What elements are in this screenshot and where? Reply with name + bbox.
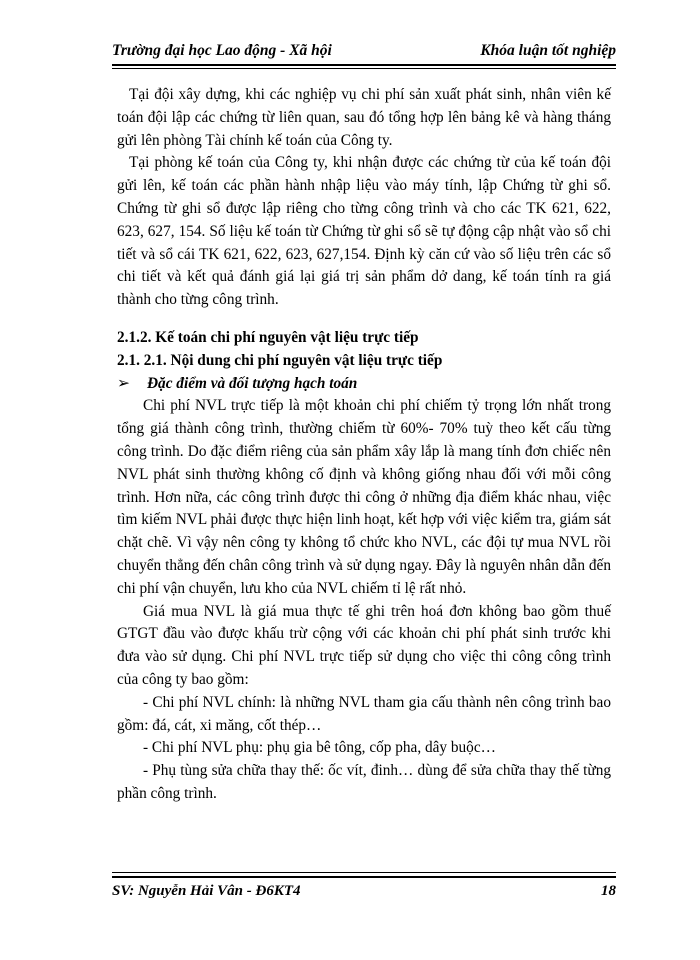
paragraph-team-accounting: Tại đội xây dựng, khi các nghiệp vụ chi phí sản xuất phát sinh, nhân viên kế toán đội lập các chứng từ liên quan, sau đó tổng hợp lên bảng kê và hàng tháng gửi lên phòng Tài chính kế toán của Công ty.	[117, 86, 611, 149]
header-rule-thin	[112, 68, 616, 69]
paragraph-nvl-characteristics: Chi phí NVL trực tiếp là một khoản chi phí chiếm tỷ trọng lớn nhất trong tổng giá thành công trình, thường chiếm từ 60%- 70% tuỳ theo kết cấu từng công trình. Do đặc điểm riêng của sản phẩm xây lắp là mang tính đơn chiếc nên NVL phát sinh thường không cố định và không giống nhau đối với mỗi công trình. Hơn nữa, các công trình được thi công ở những địa điểm khác nhau, việc tìm kiếm NVL phải được thực hiện linh hoạt, kết hợp với việc kiểm tra, giám sát chặt chẽ. Vì vậy nên công ty không tổ chức kho NVL, các đội tự mua NVL rồi chuyển thẳng đến chân công trình và sử dụng ngay. Đây là nguyên nhân dẫn đến chi phí vận chuyển, lưu kho của NVL chiếm tỉ lệ rất nhỏ.	[117, 397, 611, 597]
cost-list	[117, 692, 611, 806]
header-thesis-type: Khóa luận tốt nghiệp	[480, 42, 616, 59]
arrow-bullet-icon: ➢	[117, 374, 130, 392]
header-rule-thick	[112, 64, 616, 66]
section-heading: 2.1.2. Kế toán chi phí nguyên vật liệu trực tiếp	[117, 328, 419, 346]
topic-heading	[117, 373, 611, 396]
subsection-heading: 2.1. 2.1. Nội dung chi phí nguyên vật liệu trực tiếp	[117, 351, 443, 369]
page-content	[117, 84, 611, 806]
paragraph-company-accounting: Tại phòng kế toán của Công ty, khi nhận được các chứng từ của kế toán đội gửi lên, kế toán các phần hành nhập liệu vào máy tính, lập Chứng từ ghi sổ. Chứng từ ghi sổ được lập riêng cho từng công trình và cho các TK 621, 622, 623, 627, 154. Số liệu kế toán từ Chứng từ ghi sổ sẽ tự động cập nhật vào sổ chi tiết và sổ cái TK 621, 622, 623, 627,154. Định kỳ căn cứ vào số liệu trên các sổ chi tiết và kết quả đánh giá lại giá trị sản phẩm dở dang, kế toán tính ra giá thành cho từng công trình.	[117, 154, 611, 309]
page-footer	[112, 883, 616, 905]
page-header	[112, 40, 616, 62]
footer-rule-thick	[112, 876, 616, 878]
paragraph-nvl-price: Giá mua NVL là giá mua thực tế ghi trên hoá đơn không bao gồm thuế GTGT đầu vào được khấu trừ cộng với các khoản chi phí phát sinh trước khi đưa vào sử dụng. Chi phí NVL trực tiếp sử dụng cho việc thi công công trình của công ty bao gồm:	[117, 602, 611, 688]
header-university: Trường đại học Lao động - Xã hội	[112, 42, 332, 59]
footer-student: SV: Nguyễn Hải Vân - Đ6KT4	[112, 883, 301, 899]
list-item: - Phụ tùng sửa chữa thay thế: ốc vít, đinh… dùng để sửa chữa thay thế từng phần công trình.	[117, 762, 611, 802]
list-item: - Chi phí NVL chính: là những NVL tham gia cấu thành nên công trình bao gồm: đá, cát, xi măng, cốt thép…	[117, 693, 611, 734]
page-number: 18	[601, 883, 616, 899]
topic-heading-text: Đặc điểm và đối tượng hạch toán	[147, 374, 358, 392]
footer-rule-thin	[112, 872, 616, 873]
list-item: - Chi phí NVL phụ: phụ gia bê tông, cốp pha, dây buộc…	[143, 739, 496, 757]
